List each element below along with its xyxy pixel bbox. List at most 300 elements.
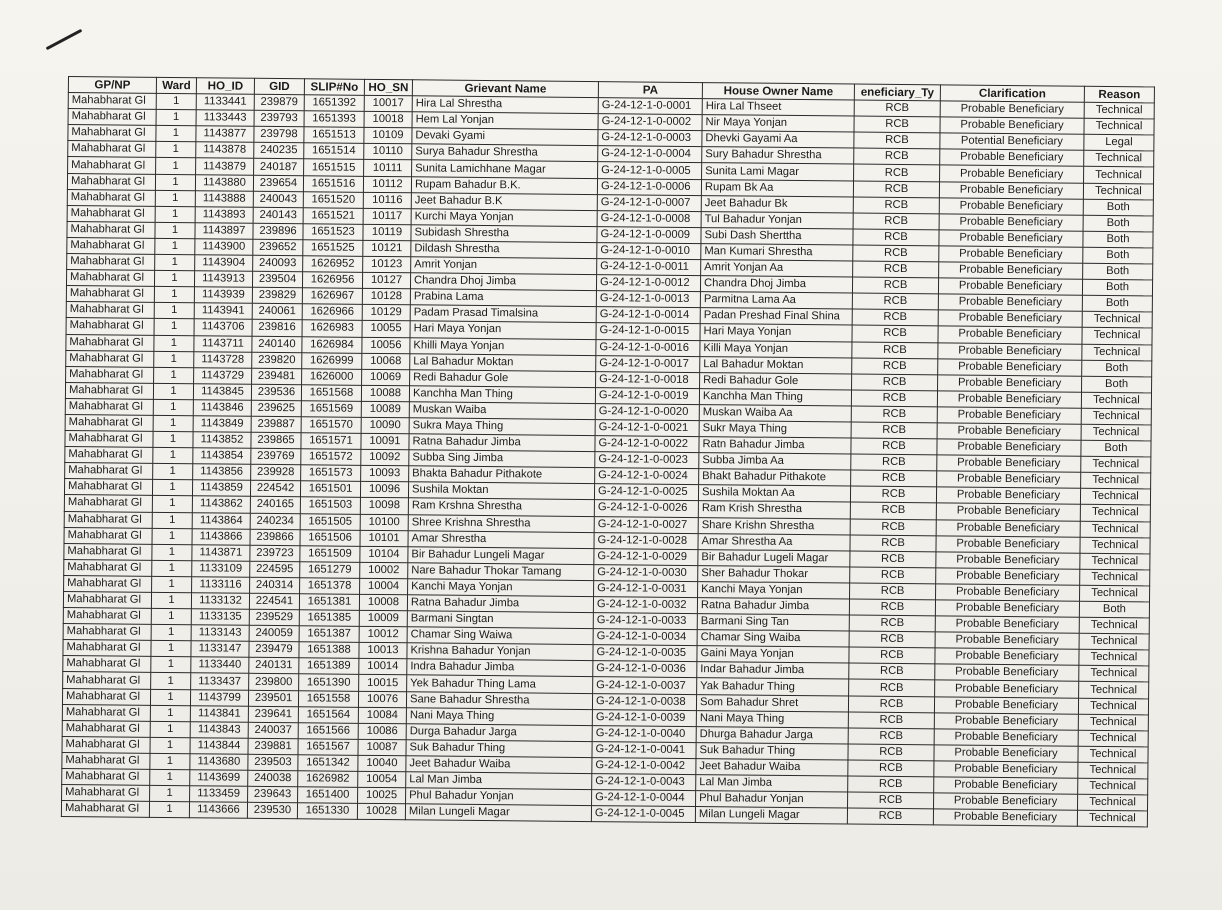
cell-beneficiary-type: RCB xyxy=(848,712,934,729)
cell-slip-no: 1626956 xyxy=(302,272,362,289)
cell-gp-np: Mahabharat Gl xyxy=(68,93,156,110)
cell-pa: G-24-12-1-0-0037 xyxy=(593,677,697,694)
cell-ho-id: 1133441 xyxy=(196,94,254,111)
cell-grievant-name: Jeet Bahadur B.K xyxy=(411,192,597,210)
header-gp-np: GP/NP xyxy=(68,77,156,94)
cell-ho-id: 1143897 xyxy=(195,223,253,240)
cell-grievant-name: Sukra Maya Thing xyxy=(409,418,595,436)
cell-pa: G-24-12-1-0-0041 xyxy=(592,741,696,758)
cell-slip-no: 1651520 xyxy=(303,191,363,208)
cell-gp-np: Mahabharat Gl xyxy=(66,286,154,303)
cell-slip-no: 1651514 xyxy=(304,143,364,160)
cell-house-owner-name: Padan Preshad Final Shina xyxy=(700,308,852,326)
cell-ward: 1 xyxy=(155,206,195,222)
cell-slip-no: 1626952 xyxy=(303,256,363,273)
cell-reason: Technical xyxy=(1080,537,1150,554)
cell-clarification: Probable Beneficiary xyxy=(936,519,1080,536)
cell-grievant-name: Amar Shrestha xyxy=(408,530,594,548)
cell-gid: 239654 xyxy=(253,175,303,192)
cell-ho-sn: 10116 xyxy=(363,192,411,209)
cell-house-owner-name: Sury Bahadur Shrestha xyxy=(702,147,854,165)
cell-pa: G-24-12-1-0-0031 xyxy=(594,580,698,597)
cell-house-owner-name: Sushila Moktan Aa xyxy=(698,485,850,503)
cell-grievant-name: Rupam Bahadur B.K. xyxy=(411,176,597,194)
cell-pa: G-24-12-1-0-0034 xyxy=(593,629,697,646)
grievance-table-container xyxy=(61,76,1155,828)
cell-pa: G-24-12-1-0-0004 xyxy=(598,146,702,163)
cell-reason: Technical xyxy=(1080,489,1150,506)
cell-clarification: Probable Beneficiary xyxy=(936,584,1080,601)
cell-beneficiary-type: RCB xyxy=(849,615,935,632)
cell-pa: G-24-12-1-0-0032 xyxy=(593,597,697,614)
header-slip-no: SLIP#No xyxy=(304,79,364,96)
cell-ho-sn: 10054 xyxy=(358,771,406,788)
cell-reason: Technical xyxy=(1080,553,1150,570)
cell-gp-np: Mahabharat Gl xyxy=(66,334,154,351)
cell-reason: Technical xyxy=(1079,633,1149,650)
cell-reason: Technical xyxy=(1079,650,1149,667)
cell-ho-id: 1143666 xyxy=(189,802,247,819)
cell-slip-no: 1651515 xyxy=(304,159,364,176)
cell-ward: 1 xyxy=(155,254,195,270)
cell-ho-sn: 10101 xyxy=(360,530,408,547)
cell-clarification: Probable Beneficiary xyxy=(933,809,1077,826)
cell-house-owner-name: Jeet Bahadur Bk xyxy=(701,195,853,213)
cell-beneficiary-type: RCB xyxy=(850,519,936,536)
cell-clarification: Probable Beneficiary xyxy=(935,664,1079,681)
cell-clarification: Probable Beneficiary xyxy=(935,648,1079,665)
cell-reason: Technical xyxy=(1084,118,1154,135)
cell-grievant-name: Bhakta Bahadur Pithakote xyxy=(409,466,595,484)
cell-pa: G-24-12-1-0-0036 xyxy=(593,661,697,678)
cell-house-owner-name: Dhurga Bahadur Jarga xyxy=(696,726,848,744)
cell-reason: Technical xyxy=(1081,424,1151,441)
cell-beneficiary-type: RCB xyxy=(854,132,940,149)
cell-gp-np: Mahabharat Gl xyxy=(67,189,155,206)
cell-slip-no: 1651513 xyxy=(304,127,364,144)
cell-beneficiary-type: RCB xyxy=(848,760,934,777)
cell-slip-no: 1651330 xyxy=(297,803,357,820)
cell-pa: G-24-12-1-0-0011 xyxy=(597,259,701,276)
cell-gp-np: Mahabharat Gl xyxy=(65,414,153,431)
header-clarification: Clarification xyxy=(940,85,1084,102)
cell-gp-np: Mahabharat Gl xyxy=(63,656,151,673)
cell-house-owner-name: Sukr Maya Thing xyxy=(699,421,851,439)
cell-ho-id: 1143900 xyxy=(195,239,253,256)
cell-pa: G-24-12-1-0-0019 xyxy=(595,387,699,404)
cell-pa: G-24-12-1-0-0042 xyxy=(592,757,696,774)
cell-ho-id: 1143854 xyxy=(193,448,251,465)
header-house-owner-name: House Owner Name xyxy=(702,83,854,101)
cell-house-owner-name: Killi Maya Yonjan xyxy=(700,340,852,358)
cell-gid: 240043 xyxy=(253,191,303,208)
cell-beneficiary-type: RCB xyxy=(849,599,935,616)
cell-grievant-name: Sunita Lamichhane Magar xyxy=(412,160,598,178)
cell-grievant-name: Dildash Shrestha xyxy=(411,241,597,259)
cell-reason: Both xyxy=(1083,215,1153,232)
cell-ho-sn: 10017 xyxy=(364,95,412,112)
cell-slip-no: 1651572 xyxy=(301,449,361,466)
cell-ho-id: 1143871 xyxy=(192,544,250,561)
cell-gp-np: Mahabharat Gl xyxy=(66,302,154,319)
cell-slip-no: 1651564 xyxy=(298,706,358,723)
cell-ho-id: 1143843 xyxy=(190,721,248,738)
cell-ho-sn: 10111 xyxy=(364,160,412,177)
cell-gid: 239829 xyxy=(252,287,302,304)
cell-gid: 239881 xyxy=(248,738,298,755)
cell-ho-id: 1143846 xyxy=(193,400,251,417)
header-grievant-name: Grievant Name xyxy=(412,80,598,98)
cell-gid: 240234 xyxy=(250,513,300,530)
cell-pa: G-24-12-1-0-0038 xyxy=(592,693,696,710)
cell-ward: 1 xyxy=(155,222,195,238)
cell-beneficiary-type: RCB xyxy=(852,309,938,326)
cell-gp-np: Mahabharat Gl xyxy=(64,559,152,576)
cell-pa: G-24-12-1-0-0003 xyxy=(598,130,702,147)
cell-pa: G-24-12-1-0-0028 xyxy=(594,532,698,549)
cell-ward: 1 xyxy=(151,673,191,689)
cell-ho-id: 1133143 xyxy=(191,625,249,642)
cell-ward: 1 xyxy=(151,608,191,624)
cell-ho-sn: 10013 xyxy=(359,643,407,660)
cell-ho-sn: 10076 xyxy=(358,691,406,708)
cell-clarification: Probable Beneficiary xyxy=(939,181,1083,198)
cell-pa: G-24-12-1-0-0010 xyxy=(597,243,701,260)
cell-gp-np: Mahabharat Gl xyxy=(64,479,152,496)
cell-ho-id: 1143864 xyxy=(192,512,250,529)
cell-ho-sn: 10110 xyxy=(364,144,412,161)
cell-ho-id: 1143862 xyxy=(192,496,250,513)
cell-reason: Technical xyxy=(1081,472,1151,489)
cell-grievant-name: Lal Bahadur Moktan xyxy=(410,353,596,371)
cell-grievant-name: Barmani Singtan xyxy=(407,611,593,629)
cell-grievant-name: Yek Bahadur Thing Lama xyxy=(407,675,593,693)
cell-reason: Technical xyxy=(1079,682,1149,699)
cell-gid: 240037 xyxy=(248,722,298,739)
cell-gid: 224541 xyxy=(249,593,299,610)
cell-clarification: Probable Beneficiary xyxy=(934,713,1078,730)
cell-ho-sn: 10128 xyxy=(362,289,410,306)
cell-beneficiary-type: RCB xyxy=(851,454,937,471)
cell-ho-id: 1143877 xyxy=(196,126,254,143)
cell-house-owner-name: Phul Bahadur Yonjan xyxy=(696,791,848,809)
cell-grievant-name: Chamar Sing Waiwa xyxy=(407,627,593,645)
cell-ho-sn: 10119 xyxy=(363,224,411,241)
cell-reason: Technical xyxy=(1082,328,1152,345)
cell-slip-no: 1651387 xyxy=(299,626,359,643)
cell-pa: G-24-12-1-0-0007 xyxy=(597,194,701,211)
cell-pa: G-24-12-1-0-0023 xyxy=(595,452,699,469)
cell-pa: G-24-12-1-0-0009 xyxy=(597,226,701,243)
cell-ho-sn: 10100 xyxy=(360,514,408,531)
cell-ho-id: 1143880 xyxy=(195,174,253,191)
cell-pa: G-24-12-1-0-0030 xyxy=(594,564,698,581)
cell-reason: Technical xyxy=(1084,151,1154,168)
cell-clarification: Probable Beneficiary xyxy=(939,230,1083,247)
cell-gid: 239798 xyxy=(254,127,304,144)
cell-slip-no: 1651568 xyxy=(301,385,361,402)
cell-beneficiary-type: RCB xyxy=(848,744,934,761)
cell-beneficiary-type: RCB xyxy=(853,181,939,198)
cell-gp-np: Mahabharat Gl xyxy=(68,157,156,174)
cell-slip-no: 1626966 xyxy=(302,304,362,321)
cell-ho-id: 1143878 xyxy=(196,142,254,159)
cell-slip-no: 1626982 xyxy=(298,771,358,788)
cell-gid: 240140 xyxy=(252,336,302,353)
cell-ward: 1 xyxy=(150,785,190,801)
cell-ward: 1 xyxy=(149,802,189,818)
cell-grievant-name: Ratna Bahadur Jimba xyxy=(409,434,595,452)
cell-ward: 1 xyxy=(150,769,190,785)
cell-ward: 1 xyxy=(155,174,195,190)
cell-beneficiary-type: RCB xyxy=(854,148,940,165)
cell-house-owner-name: Ratn Bahadur Jimba xyxy=(699,437,851,455)
cell-pa: G-24-12-1-0-0027 xyxy=(594,516,698,533)
cell-gid: 224542 xyxy=(250,481,300,498)
cell-reason: Technical xyxy=(1081,456,1151,473)
cell-ho-sn: 10086 xyxy=(358,723,406,740)
cell-beneficiary-type: RCB xyxy=(850,486,936,503)
cell-ho-sn: 10015 xyxy=(359,675,407,692)
cell-ward: 1 xyxy=(154,303,194,319)
cell-house-owner-name: Man Kumari Shrestha xyxy=(701,244,853,262)
cell-ward: 1 xyxy=(156,158,196,174)
cell-gid: 239536 xyxy=(251,384,301,401)
cell-ho-sn: 10092 xyxy=(361,449,409,466)
cell-reason: Both xyxy=(1082,360,1152,377)
cell-slip-no: 1651509 xyxy=(300,545,360,562)
cell-ho-sn: 10098 xyxy=(360,498,408,515)
cell-reason: Technical xyxy=(1078,746,1148,763)
cell-pa: G-24-12-1-0-0033 xyxy=(593,613,697,630)
cell-clarification: Probable Beneficiary xyxy=(940,165,1084,182)
cell-ho-sn: 10018 xyxy=(364,112,412,129)
cell-ho-id: 1143680 xyxy=(190,754,248,771)
cell-ward: 1 xyxy=(156,110,196,126)
cell-gp-np: Mahabharat Gl xyxy=(64,543,152,560)
cell-house-owner-name: Suk Bahadur Thing xyxy=(696,742,848,760)
cell-grievant-name: Chandra Dhoj Jimba xyxy=(410,273,596,291)
cell-ward: 1 xyxy=(151,641,191,657)
cell-grievant-name: Hem Lal Yonjan xyxy=(412,112,598,130)
cell-slip-no: 1651516 xyxy=(303,175,363,192)
cell-clarification: Probable Beneficiary xyxy=(937,455,1081,472)
cell-clarification: Probable Beneficiary xyxy=(934,696,1078,713)
cell-gp-np: Mahabharat Gl xyxy=(65,431,153,448)
cell-house-owner-name: Sunita Lami Magar xyxy=(702,163,854,181)
cell-reason: Technical xyxy=(1083,183,1153,200)
cell-ho-sn: 10112 xyxy=(363,176,411,193)
cell-pa: G-24-12-1-0-0002 xyxy=(598,114,702,131)
cell-gid: 239865 xyxy=(251,432,301,449)
cell-gp-np: Mahabharat Gl xyxy=(62,785,150,802)
cell-ho-sn: 10004 xyxy=(360,578,408,595)
cell-ward: 1 xyxy=(153,431,193,447)
cell-grievant-name: Kanchi Maya Yonjan xyxy=(408,579,594,597)
cell-gp-np: Mahabharat Gl xyxy=(67,237,155,254)
cell-ho-sn: 10096 xyxy=(360,482,408,499)
cell-clarification: Probable Beneficiary xyxy=(936,535,1080,552)
cell-grievant-name: Amrit Yonjan xyxy=(411,257,597,275)
cell-reason: Technical xyxy=(1084,167,1154,184)
cell-clarification: Probable Beneficiary xyxy=(939,214,1083,231)
cell-beneficiary-type: RCB xyxy=(849,647,935,664)
cell-ward: 1 xyxy=(152,480,192,496)
cell-gp-np: Mahabharat Gl xyxy=(67,205,155,222)
cell-clarification: Probable Beneficiary xyxy=(940,149,1084,166)
cell-ward: 1 xyxy=(154,319,194,335)
cell-beneficiary-type: RCB xyxy=(854,116,940,133)
cell-beneficiary-type: RCB xyxy=(851,438,937,455)
cell-gp-np: Mahabharat Gl xyxy=(65,463,153,480)
cell-reason: Both xyxy=(1083,263,1153,280)
cell-gp-np: Mahabharat Gl xyxy=(64,527,152,544)
cell-ward: 1 xyxy=(155,190,195,206)
cell-reason: Technical xyxy=(1078,762,1148,779)
cell-slip-no: 1651501 xyxy=(300,481,360,498)
header-ho-sn: HO_SN xyxy=(364,79,412,96)
cell-gp-np: Mahabharat Gl xyxy=(62,720,150,737)
cell-pa: G-24-12-1-0-0014 xyxy=(596,307,700,324)
cell-slip-no: 1626983 xyxy=(302,320,362,337)
cell-gid: 239816 xyxy=(252,320,302,337)
cell-reason: Technical xyxy=(1082,312,1152,329)
cell-reason: Technical xyxy=(1082,344,1152,361)
cell-clarification: Probable Beneficiary xyxy=(935,616,1079,633)
cell-slip-no: 1651573 xyxy=(301,465,361,482)
cell-reason: Technical xyxy=(1084,102,1154,119)
cell-grievant-name: Krishna Bahadur Yonjan xyxy=(407,643,593,661)
header-beneficiary-type: eneficiary_Ty xyxy=(854,84,940,101)
cell-slip-no: 1651342 xyxy=(298,755,358,772)
cell-clarification: Probable Beneficiary xyxy=(934,777,1078,794)
cell-ho-sn: 10056 xyxy=(362,337,410,354)
cell-gp-np: Mahabharat Gl xyxy=(63,640,151,657)
cell-clarification: Potential Beneficiary xyxy=(940,133,1084,150)
cell-pa: G-24-12-1-0-0039 xyxy=(592,709,696,726)
cell-ho-sn: 10068 xyxy=(362,353,410,370)
cell-gid: 240235 xyxy=(254,143,304,160)
cell-beneficiary-type: RCB xyxy=(851,422,937,439)
cell-pa: G-24-12-1-0-0016 xyxy=(596,339,700,356)
cell-grievant-name: Shree Krishna Shrestha xyxy=(408,514,594,532)
cell-house-owner-name: Bhakt Bahadur Pithakote xyxy=(699,469,851,487)
cell-reason: Technical xyxy=(1081,408,1151,425)
cell-ho-id: 1143711 xyxy=(194,335,252,352)
cell-house-owner-name: Share Krishn Shrestha xyxy=(698,517,850,535)
cell-gid: 239481 xyxy=(252,368,302,385)
cell-ward: 1 xyxy=(152,544,192,560)
cell-clarification: Probable Beneficiary xyxy=(934,729,1078,746)
cell-clarification: Probable Beneficiary xyxy=(940,117,1084,134)
cell-ho-id: 1143844 xyxy=(190,738,248,755)
cell-grievant-name: Lal Man Jimba xyxy=(406,772,592,790)
cell-grievant-name: Hira Lal Shrestha xyxy=(412,96,598,114)
cell-beneficiary-type: RCB xyxy=(853,261,939,278)
cell-gp-np: Mahabharat Gl xyxy=(66,366,154,383)
cell-ward: 1 xyxy=(154,287,194,303)
cell-gp-np: Mahabharat Gl xyxy=(64,511,152,528)
cell-clarification: Probable Beneficiary xyxy=(938,375,1082,392)
cell-gp-np: Mahabharat Gl xyxy=(63,608,151,625)
cell-slip-no: 1651381 xyxy=(299,594,359,611)
cell-ho-id: 1133135 xyxy=(191,609,249,626)
cell-ward: 1 xyxy=(150,737,190,753)
cell-pa: G-24-12-1-0-0045 xyxy=(591,806,695,823)
cell-clarification: Probable Beneficiary xyxy=(935,632,1079,649)
cell-house-owner-name: Chandra Dhoj Jimba xyxy=(700,276,852,294)
cell-pa: G-24-12-1-0-0043 xyxy=(592,774,696,791)
cell-ho-id: 1133440 xyxy=(191,657,249,674)
cell-beneficiary-type: RCB xyxy=(850,567,936,584)
cell-slip-no: 1626967 xyxy=(302,288,362,305)
cell-beneficiary-type: RCB xyxy=(854,165,940,182)
cell-gid: 240038 xyxy=(248,770,298,787)
cell-gp-np: Mahabharat Gl xyxy=(68,141,156,158)
cell-slip-no: 1651566 xyxy=(298,722,358,739)
cell-gid: 240143 xyxy=(253,207,303,224)
cell-slip-no: 1651393 xyxy=(304,111,364,128)
cell-clarification: Probable Beneficiary xyxy=(935,600,1079,617)
header-ward: Ward xyxy=(156,77,196,93)
cell-house-owner-name: Lal Man Jimba xyxy=(696,775,848,793)
cell-grievant-name: Suk Bahadur Thing xyxy=(406,740,592,758)
cell-reason: Technical xyxy=(1080,569,1150,586)
cell-gp-np: Mahabharat Gl xyxy=(68,125,156,142)
cell-pa: G-24-12-1-0-0012 xyxy=(596,275,700,292)
header-reason: Reason xyxy=(1084,86,1154,103)
cell-ho-id: 1143888 xyxy=(195,190,253,207)
cell-grievant-name: Muskan Waiba xyxy=(409,402,595,420)
cell-ho-id: 1143699 xyxy=(190,770,248,787)
cell-beneficiary-type: RCB xyxy=(850,502,936,519)
cell-ward: 1 xyxy=(152,528,192,544)
cell-house-owner-name: Tul Bahadur Yonjan xyxy=(701,211,853,229)
cell-gid: 240165 xyxy=(250,497,300,514)
cell-beneficiary-type: RCB xyxy=(851,470,937,487)
cell-slip-no: 1651569 xyxy=(301,401,361,418)
cell-house-owner-name: Hari Maya Yonjan xyxy=(700,324,852,342)
cell-reason: Technical xyxy=(1079,666,1149,683)
cell-beneficiary-type: RCB xyxy=(848,728,934,745)
cell-reason: Technical xyxy=(1078,730,1148,747)
cell-house-owner-name: Yak Bahadur Thing xyxy=(697,678,849,696)
cell-grievant-name: Subba Sing Jimba xyxy=(409,450,595,468)
cell-slip-no: 1651558 xyxy=(298,690,358,707)
cell-gid: 239504 xyxy=(252,271,302,288)
cell-clarification: Probable Beneficiary xyxy=(937,439,1081,456)
cell-clarification: Probable Beneficiary xyxy=(939,262,1083,279)
cell-ward: 1 xyxy=(152,496,192,512)
cell-ho-sn: 10002 xyxy=(360,562,408,579)
cell-house-owner-name: Barmani Sing Tan xyxy=(697,614,849,632)
cell-reason: Both xyxy=(1082,376,1152,393)
cell-gp-np: Mahabharat Gl xyxy=(66,318,154,335)
cell-reason: Technical xyxy=(1077,794,1147,811)
cell-gid: 240131 xyxy=(249,658,299,675)
cell-ho-sn: 10109 xyxy=(364,128,412,145)
cell-ward: 1 xyxy=(152,576,192,592)
cell-beneficiary-type: RCB xyxy=(852,325,938,342)
cell-ward: 1 xyxy=(151,592,191,608)
cell-ho-id: 1133147 xyxy=(191,641,249,658)
grievance-table xyxy=(61,76,1155,828)
cell-clarification: Probable Beneficiary xyxy=(939,198,1083,215)
cell-ward: 1 xyxy=(154,351,194,367)
table-body xyxy=(61,93,1154,828)
cell-ho-sn: 10089 xyxy=(361,401,409,418)
cell-ward: 1 xyxy=(153,447,193,463)
